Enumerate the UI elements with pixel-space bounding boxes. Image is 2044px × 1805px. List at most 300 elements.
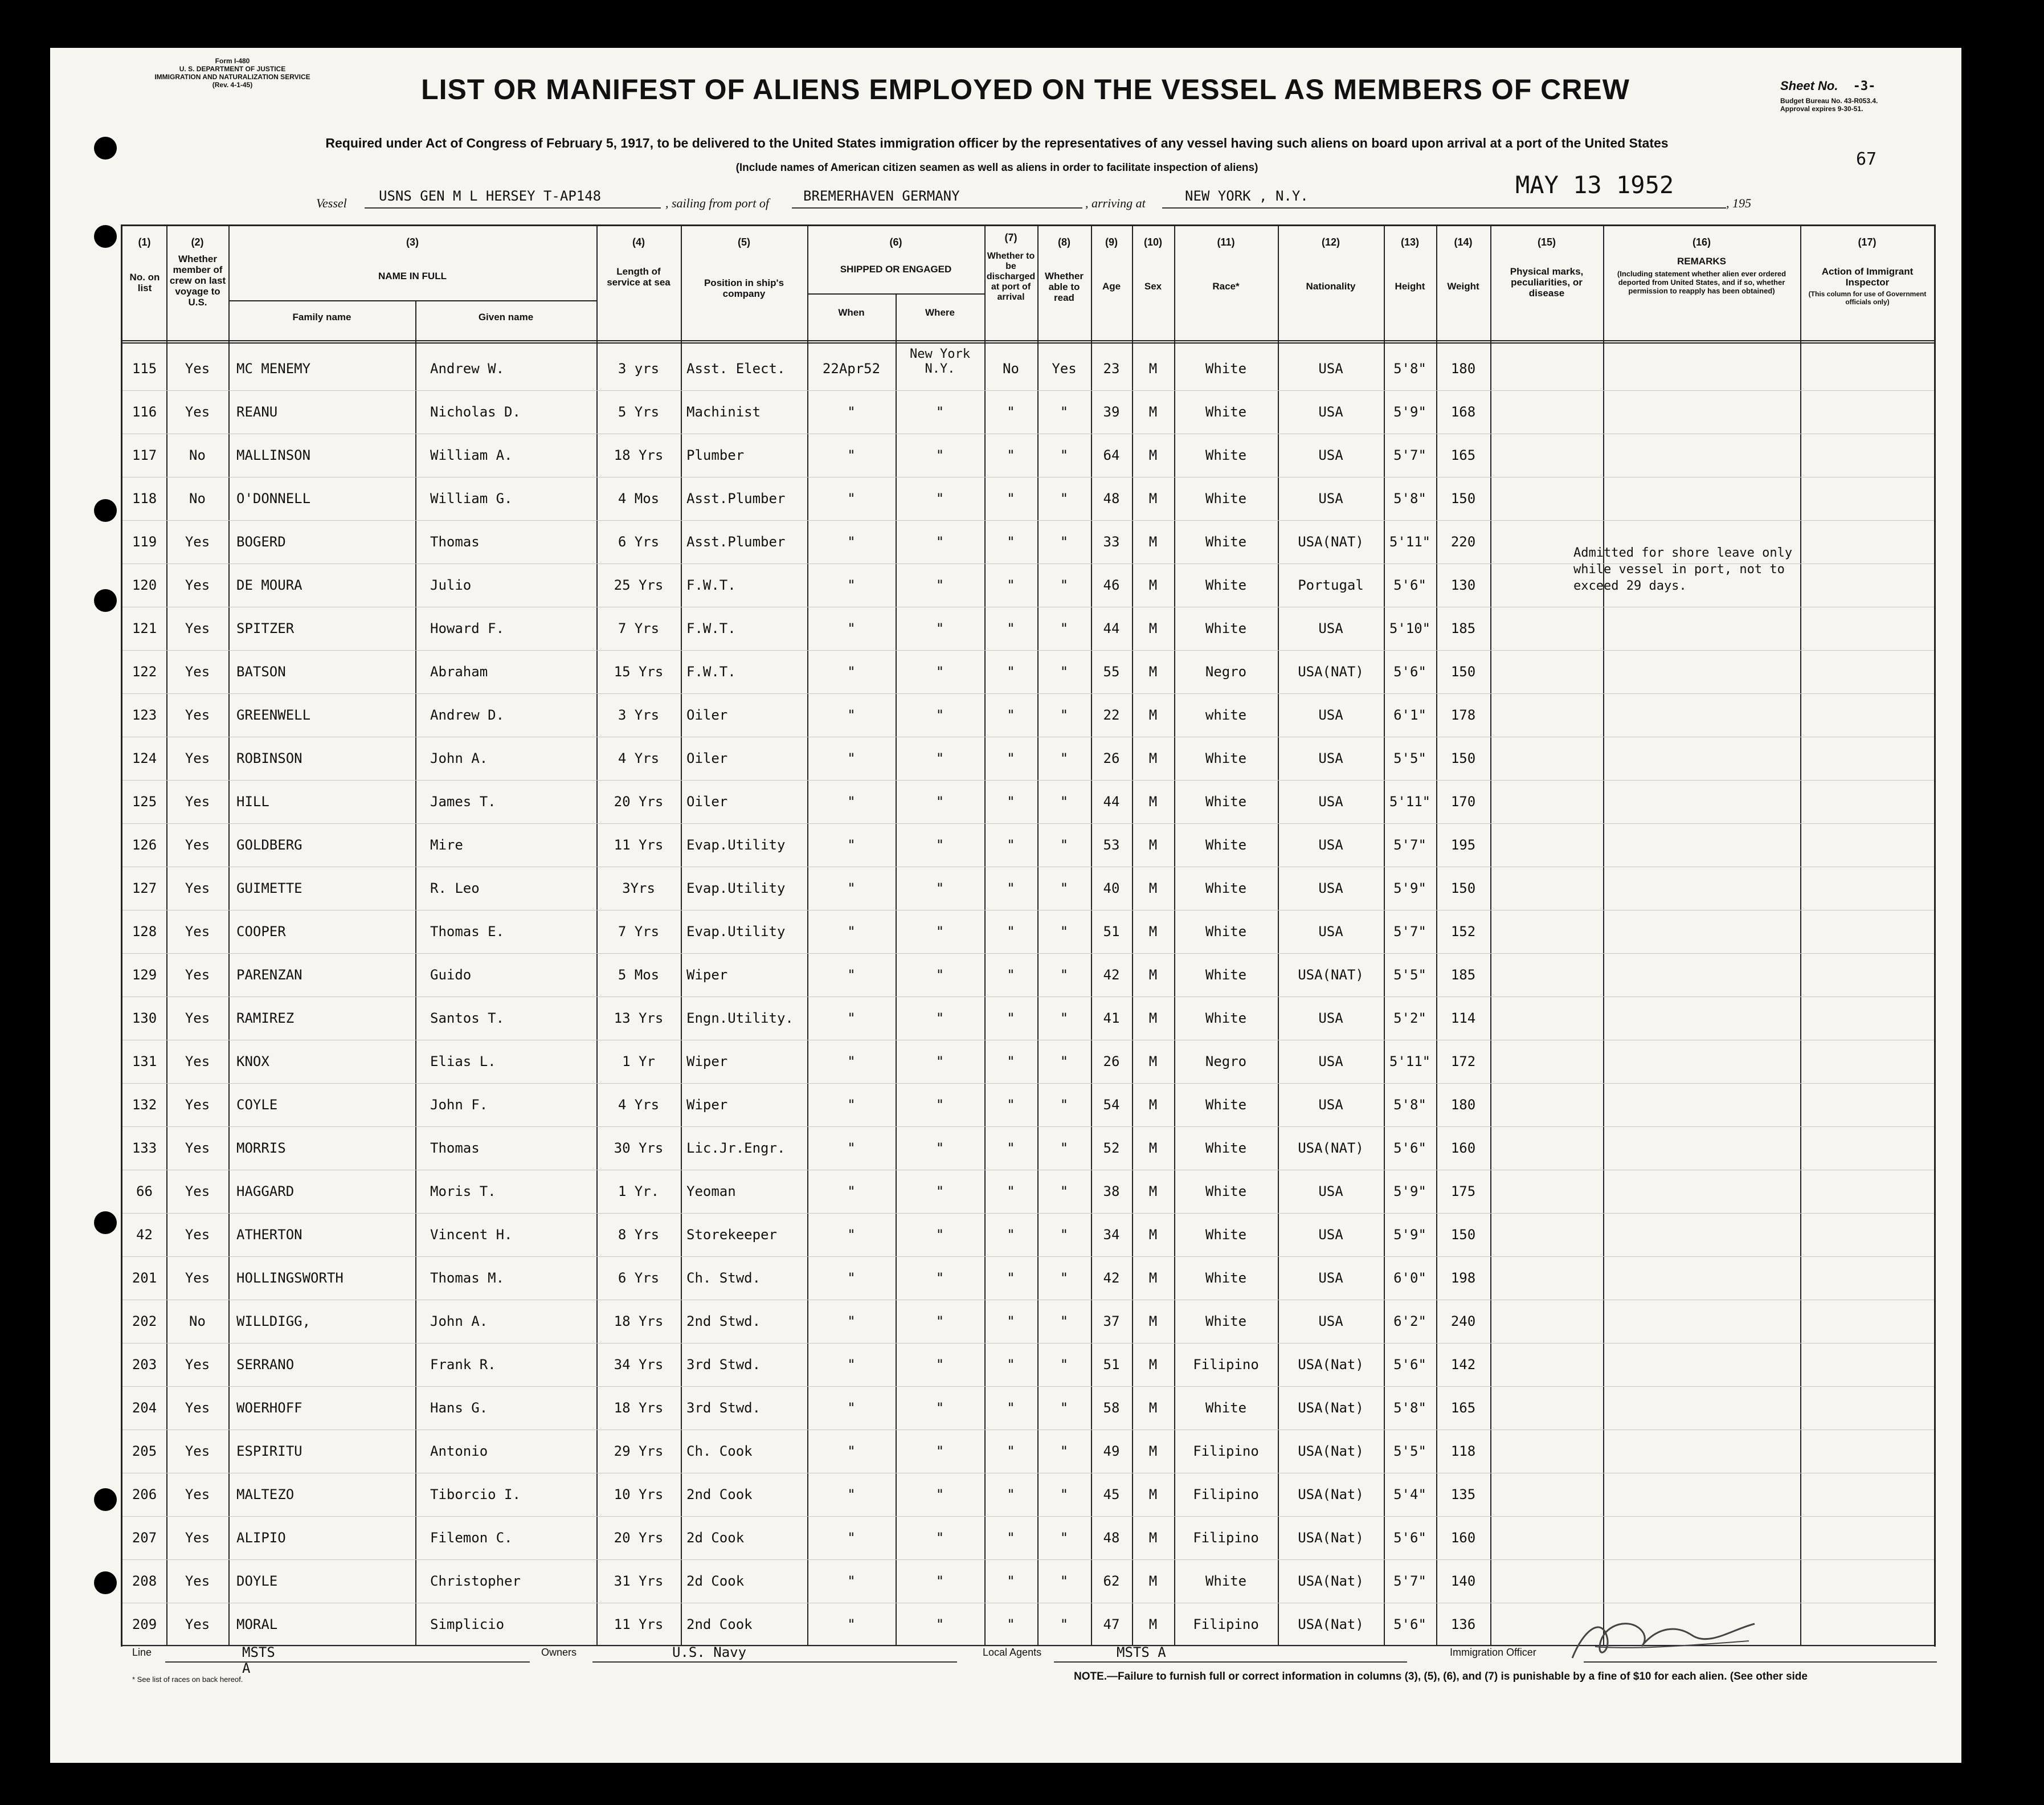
cell-race: White bbox=[1205, 1270, 1247, 1286]
cell-family: O'DONNELL bbox=[236, 491, 311, 507]
header-name-divider bbox=[228, 300, 596, 301]
cell-given: John A. bbox=[430, 1313, 488, 1329]
cell-member: Yes bbox=[185, 1487, 210, 1502]
arriving-label: , arriving at bbox=[1085, 196, 1146, 210]
cell-age: 54 bbox=[1103, 1097, 1120, 1113]
cell-height: 5'5" bbox=[1393, 967, 1426, 983]
cell-when: " bbox=[847, 447, 856, 463]
cell-position: Evap.Utility bbox=[686, 924, 786, 940]
cell-discharged: " bbox=[1007, 750, 1015, 766]
cell-when: " bbox=[847, 1400, 856, 1416]
cell-no: 208 bbox=[132, 1573, 157, 1589]
cell-sex: M bbox=[1148, 1530, 1158, 1546]
cell-when: " bbox=[847, 1227, 856, 1243]
table-row bbox=[122, 997, 1934, 1040]
cell-when: " bbox=[847, 1053, 856, 1069]
cell-nationality: USA bbox=[1318, 620, 1343, 636]
cell-where: " bbox=[935, 404, 945, 420]
cell-position: Evap.Utility bbox=[686, 880, 786, 896]
cell-family: GOLDBERG bbox=[236, 837, 302, 853]
year-label: , 195 bbox=[1726, 196, 1751, 210]
cell-member: Yes bbox=[185, 1400, 210, 1416]
cell-member: Yes bbox=[185, 1053, 210, 1069]
cell-height: 5'8" bbox=[1393, 491, 1426, 507]
cell-sex: M bbox=[1148, 447, 1158, 463]
cell-nationality: USA bbox=[1318, 1270, 1343, 1286]
cell-when: " bbox=[847, 707, 856, 723]
cell-where: " bbox=[935, 1270, 945, 1286]
cell-weight: 198 bbox=[1450, 1270, 1476, 1286]
officer-underline bbox=[1584, 1661, 1937, 1663]
cell-no: 201 bbox=[132, 1270, 157, 1286]
cell-member: Yes bbox=[185, 750, 210, 766]
cell-family: PARENZAN bbox=[236, 967, 302, 983]
cell-age: 42 bbox=[1103, 967, 1120, 983]
cell-member: Yes bbox=[185, 1270, 210, 1286]
header-no: No. on list bbox=[129, 272, 160, 293]
cell-no: 119 bbox=[132, 534, 157, 550]
cell-weight: 136 bbox=[1450, 1616, 1476, 1632]
cell-discharged: " bbox=[1007, 1053, 1015, 1069]
cell-member: Yes bbox=[185, 967, 210, 983]
cell-no: 121 bbox=[132, 620, 157, 636]
cell-sex: M bbox=[1148, 534, 1158, 550]
cell-nationality: USA bbox=[1318, 1183, 1343, 1199]
cell-family: WILLDIGG, bbox=[236, 1313, 311, 1329]
col-number: (14) bbox=[1454, 236, 1473, 248]
cell-weight: 170 bbox=[1450, 794, 1476, 810]
cell-sex: M bbox=[1148, 880, 1158, 896]
cell-weight: 165 bbox=[1450, 447, 1476, 463]
cell-nationality: USA bbox=[1318, 1053, 1343, 1069]
header-action: Action of Immigrant Inspector bbox=[1821, 266, 1914, 288]
cell-race: White bbox=[1205, 1140, 1247, 1156]
cell-where: " bbox=[935, 794, 945, 810]
cell-length: 10 Yrs bbox=[614, 1487, 664, 1502]
footer-agents bbox=[983, 1647, 1041, 1669]
header-name: NAME IN FULL bbox=[378, 271, 447, 281]
cell-member: Yes bbox=[185, 577, 210, 593]
cell-no: 125 bbox=[132, 794, 157, 810]
vessel-label: Vessel bbox=[316, 196, 347, 210]
agents-underline bbox=[1054, 1661, 1407, 1663]
cell-length: 15 Yrs bbox=[614, 664, 664, 680]
arriving-underline bbox=[1162, 207, 1726, 209]
cell-member: Yes bbox=[185, 880, 210, 896]
cell-weight: 185 bbox=[1450, 967, 1476, 983]
cell-given: Thomas M. bbox=[430, 1270, 505, 1286]
cell-member: Yes bbox=[185, 1097, 210, 1113]
cell-race: Filipino bbox=[1193, 1443, 1259, 1459]
cell-family: MALTEZO bbox=[236, 1487, 295, 1502]
cell-height: 5'6" bbox=[1393, 1616, 1426, 1632]
header-family: Family name bbox=[292, 312, 351, 322]
cell-weight: 175 bbox=[1450, 1183, 1476, 1199]
cell-nationality: USA bbox=[1318, 1097, 1343, 1113]
cell-height: 5'6" bbox=[1393, 1357, 1426, 1373]
cell-when: " bbox=[847, 1270, 856, 1286]
agents-value: MSTS A bbox=[1117, 1644, 1166, 1660]
col-number: (1) bbox=[138, 236, 151, 248]
cell-member: Yes bbox=[185, 1573, 210, 1589]
col-number: (17) bbox=[1858, 236, 1877, 248]
cell-no: 202 bbox=[132, 1313, 157, 1329]
cell-member: Yes bbox=[185, 664, 210, 680]
owners-underline bbox=[592, 1661, 957, 1663]
cell-discharged: " bbox=[1007, 837, 1015, 853]
cell-member: Yes bbox=[185, 534, 210, 550]
cell-read: " bbox=[1060, 404, 1069, 420]
cell-member: Yes bbox=[185, 707, 210, 723]
cell-given: R. Leo bbox=[430, 880, 480, 896]
cell-member: Yes bbox=[185, 361, 210, 377]
punch-hole bbox=[94, 1488, 117, 1511]
col-number: (11) bbox=[1217, 236, 1235, 248]
cell-read: " bbox=[1060, 577, 1069, 593]
cell-where: " bbox=[935, 1357, 945, 1373]
cell-race: White bbox=[1205, 794, 1247, 810]
cell-height: 5'9" bbox=[1393, 1227, 1426, 1243]
cell-sex: M bbox=[1148, 794, 1158, 810]
cell-member: Yes bbox=[185, 1227, 210, 1243]
cell-length: 7 Yrs bbox=[618, 620, 660, 636]
sheet-label: Sheet No. bbox=[1780, 79, 1838, 93]
cell-nationality: USA(NAT) bbox=[1298, 534, 1364, 550]
cell-given: Andrew W. bbox=[430, 361, 505, 377]
cell-nationality: Portugal bbox=[1298, 577, 1364, 593]
cell-race: White bbox=[1205, 620, 1247, 636]
form-dept: U. S. DEPARTMENT OF JUSTICE bbox=[179, 65, 286, 73]
col-number: (7) bbox=[1004, 232, 1017, 243]
cell-family: DOYLE bbox=[236, 1573, 278, 1589]
col-number: (2) bbox=[191, 236, 204, 248]
cell-sex: M bbox=[1148, 1616, 1158, 1632]
cell-height: 5'11" bbox=[1389, 794, 1431, 810]
cell-position: Oiler bbox=[686, 707, 728, 723]
cell-no: 126 bbox=[132, 837, 157, 853]
cell-member: Yes bbox=[185, 1357, 210, 1373]
cell-sex: M bbox=[1148, 1270, 1158, 1286]
cell-race: White bbox=[1205, 404, 1247, 420]
cell-length: 3 Yrs bbox=[618, 707, 660, 723]
header-when: When bbox=[838, 307, 865, 318]
header-member: Whether member of crew on last voyage to U.S. bbox=[169, 254, 226, 308]
cell-discharged: " bbox=[1007, 967, 1015, 983]
table-row bbox=[122, 434, 1934, 477]
cell-where: " bbox=[935, 880, 945, 896]
table-row bbox=[122, 1516, 1934, 1560]
cell-position: Asst.Plumber bbox=[686, 491, 786, 507]
cell-where: " bbox=[935, 967, 945, 983]
table-row bbox=[122, 1473, 1934, 1517]
officer-label: Immigration Officer bbox=[1450, 1647, 1536, 1658]
cell-age: 26 bbox=[1103, 750, 1120, 766]
cell-family: COYLE bbox=[236, 1097, 278, 1113]
cell-age: 53 bbox=[1103, 837, 1120, 853]
header-where: Where bbox=[925, 307, 955, 318]
cell-height: 5'7" bbox=[1393, 924, 1426, 940]
cell-read: " bbox=[1060, 967, 1069, 983]
cell-length: 4 Yrs bbox=[618, 750, 660, 766]
header-remarks: REMARKS bbox=[1677, 256, 1726, 267]
table-row bbox=[122, 1083, 1934, 1127]
cell-read: " bbox=[1060, 1573, 1069, 1589]
cell-weight: 114 bbox=[1450, 1010, 1476, 1026]
officer-signature bbox=[1561, 1607, 1777, 1669]
cell-no: 133 bbox=[132, 1140, 157, 1156]
cell-discharged: " bbox=[1007, 404, 1015, 420]
cell-family: WOERHOFF bbox=[236, 1400, 302, 1416]
cell-family: ATHERTON bbox=[236, 1227, 302, 1243]
cell-given: Andrew D. bbox=[430, 707, 505, 723]
cell-given: Elias L. bbox=[430, 1053, 496, 1069]
cell-height: 5'5" bbox=[1393, 1443, 1426, 1459]
cell-age: 64 bbox=[1103, 447, 1120, 463]
cell-when: " bbox=[847, 491, 856, 507]
cell-discharged: " bbox=[1007, 1573, 1015, 1589]
cell-discharged: " bbox=[1007, 1227, 1015, 1243]
header-action-note: (This column for use of Government officials only) bbox=[1808, 290, 1927, 306]
cell-where: " bbox=[935, 924, 945, 940]
cell-nationality: USA(Nat) bbox=[1298, 1443, 1364, 1459]
cell-length: 18 Yrs bbox=[614, 1400, 664, 1416]
cell-sex: M bbox=[1148, 1183, 1158, 1199]
col-number: (4) bbox=[632, 236, 645, 248]
cell-position: 3rd Stwd. bbox=[686, 1400, 761, 1416]
cell-length: 1 Yr bbox=[622, 1053, 655, 1069]
cell-sex: M bbox=[1148, 1227, 1158, 1243]
cell-sex: M bbox=[1148, 924, 1158, 940]
cell-nationality: USA bbox=[1318, 404, 1343, 420]
owners-label: Owners bbox=[541, 1647, 577, 1658]
cell-nationality: USA(Nat) bbox=[1298, 1357, 1364, 1373]
sailing-value: BREMERHAVEN GERMANY bbox=[803, 188, 960, 204]
cell-height: 5'10" bbox=[1389, 620, 1431, 636]
cell-length: 29 Yrs bbox=[614, 1443, 664, 1459]
table-row bbox=[122, 910, 1934, 954]
punch-hole bbox=[94, 225, 117, 248]
cell-length: 1 Yr. bbox=[618, 1183, 660, 1199]
cell-length: 13 Yrs bbox=[614, 1010, 664, 1026]
cell-read: " bbox=[1060, 534, 1069, 550]
cell-height: 5'8" bbox=[1393, 1400, 1426, 1416]
cell-length: 3 yrs bbox=[618, 361, 660, 377]
cell-discharged: " bbox=[1007, 1010, 1015, 1026]
cell-age: 51 bbox=[1103, 1357, 1120, 1373]
cell-weight: 118 bbox=[1450, 1443, 1476, 1459]
cell-family: GREENWELL bbox=[236, 707, 311, 723]
cell-weight: 160 bbox=[1450, 1140, 1476, 1156]
cell-given: William A. bbox=[430, 447, 513, 463]
cell-height: 5'11" bbox=[1389, 534, 1431, 550]
cell-weight: 150 bbox=[1450, 880, 1476, 896]
cell-member: Yes bbox=[185, 1183, 210, 1199]
cell-race: Filipino bbox=[1193, 1487, 1259, 1502]
cell-race: Negro bbox=[1205, 664, 1247, 680]
cell-given: Howard F. bbox=[430, 620, 505, 636]
cell-nationality: USA bbox=[1318, 837, 1343, 853]
cell-read: " bbox=[1060, 447, 1069, 463]
cell-race: Filipino bbox=[1193, 1530, 1259, 1546]
cell-height: 5'9" bbox=[1393, 880, 1426, 896]
col-number: (9) bbox=[1105, 236, 1118, 248]
budget-line2: Approval expires 9-30-51. bbox=[1780, 105, 1863, 113]
cell-no: 204 bbox=[132, 1400, 157, 1416]
cell-sex: M bbox=[1148, 1357, 1158, 1373]
cell-height: 6'1" bbox=[1393, 707, 1426, 723]
cell-no: 129 bbox=[132, 967, 157, 983]
cell-age: 26 bbox=[1103, 1053, 1120, 1069]
cell-when: " bbox=[847, 837, 856, 853]
cell-when: " bbox=[847, 664, 856, 680]
cell-when: " bbox=[847, 1530, 856, 1546]
header-position: Position in ship's company bbox=[704, 277, 784, 299]
cell-position: F.W.T. bbox=[686, 577, 736, 593]
col-number: (13) bbox=[1400, 236, 1419, 248]
header-nationality: Nationality bbox=[1306, 281, 1356, 292]
cell-position: Wiper bbox=[686, 967, 728, 983]
cell-position: Lic.Jr.Engr. bbox=[686, 1140, 786, 1156]
table-row bbox=[122, 823, 1934, 867]
cell-discharged: No bbox=[1003, 361, 1019, 377]
cell-height: 5'6" bbox=[1393, 577, 1426, 593]
cell-read: " bbox=[1060, 924, 1069, 940]
cell-family: ALIPIO bbox=[236, 1530, 286, 1546]
cell-nationality: USA(Nat) bbox=[1298, 1616, 1364, 1632]
cell-given: John F. bbox=[430, 1097, 488, 1113]
cell-read: " bbox=[1060, 1616, 1069, 1632]
cell-when: " bbox=[847, 1616, 856, 1632]
cell-read: " bbox=[1060, 491, 1069, 507]
cell-when: " bbox=[847, 1357, 856, 1373]
owners-value: U.S. Navy bbox=[672, 1644, 747, 1660]
punch-hole bbox=[94, 137, 117, 160]
cell-position: Storekeeper bbox=[686, 1227, 777, 1243]
form-number: Form I-480 bbox=[215, 57, 250, 65]
cell-age: 42 bbox=[1103, 1270, 1120, 1286]
cell-weight: 165 bbox=[1450, 1400, 1476, 1416]
cell-sex: M bbox=[1148, 620, 1158, 636]
cell-weight: 180 bbox=[1450, 1097, 1476, 1113]
cell-where: " bbox=[935, 534, 945, 550]
cell-race: White bbox=[1205, 1227, 1247, 1243]
cell-length: 20 Yrs bbox=[614, 1530, 664, 1546]
cell-position: Wiper bbox=[686, 1053, 728, 1069]
cell-sex: M bbox=[1148, 1313, 1158, 1329]
cell-position: 3rd Stwd. bbox=[686, 1357, 761, 1373]
crew-table bbox=[121, 224, 1936, 1647]
cell-nationality: USA bbox=[1318, 1010, 1343, 1026]
cell-where: " bbox=[935, 491, 945, 507]
cell-sex: M bbox=[1148, 404, 1158, 420]
cell-nationality: USA(Nat) bbox=[1298, 1573, 1364, 1589]
cell-where: " bbox=[935, 577, 945, 593]
cell-race: White bbox=[1205, 1010, 1247, 1026]
table-row bbox=[122, 1430, 1934, 1473]
page-title: LIST OR MANIFEST OF ALIENS EMPLOYED ON THE VESSEL AS MEMBERS OF CREW bbox=[421, 73, 1630, 105]
cell-length: 20 Yrs bbox=[614, 794, 664, 810]
sheet-value: -3- bbox=[1853, 79, 1876, 93]
cell-read: " bbox=[1060, 1400, 1069, 1416]
cell-read: " bbox=[1060, 880, 1069, 896]
cell-discharged: " bbox=[1007, 1140, 1015, 1156]
cell-length: 5 Yrs bbox=[618, 404, 660, 420]
cell-weight: 195 bbox=[1450, 837, 1476, 853]
cell-given: Abraham bbox=[430, 664, 488, 680]
header-remarks-note: (Including statement whether alien ever ordered deported from United States, and if so, whether permission to reapply has been obtained) bbox=[1617, 269, 1787, 295]
cell-race: White bbox=[1205, 1183, 1247, 1199]
budget-info bbox=[1780, 97, 1928, 113]
cell-read: " bbox=[1060, 664, 1069, 680]
cell-family: HILL bbox=[236, 794, 269, 810]
cell-height: 5'9" bbox=[1393, 404, 1426, 420]
cell-position: F.W.T. bbox=[686, 620, 736, 636]
cell-given: Tiborcio I. bbox=[430, 1487, 521, 1502]
cell-sex: M bbox=[1148, 1443, 1158, 1459]
cell-position: Plumber bbox=[686, 447, 745, 463]
cell-length: 30 Yrs bbox=[614, 1140, 664, 1156]
punch-hole bbox=[94, 499, 117, 522]
table-row bbox=[122, 347, 1934, 391]
cell-age: 41 bbox=[1103, 1010, 1120, 1026]
cell-given: Frank R. bbox=[430, 1357, 496, 1373]
line-underline bbox=[165, 1661, 530, 1663]
footer-officer bbox=[1450, 1647, 1536, 1669]
cell-age: 48 bbox=[1103, 491, 1120, 507]
cell-weight: 168 bbox=[1450, 404, 1476, 420]
cell-family: MC MENEMY bbox=[236, 361, 311, 377]
cell-given: Thomas bbox=[430, 534, 480, 550]
cell-length: 6 Yrs bbox=[618, 534, 660, 550]
cell-height: 5'9" bbox=[1393, 1183, 1426, 1199]
cell-family: GUIMETTE bbox=[236, 880, 302, 896]
cell-family: MORAL bbox=[236, 1616, 278, 1632]
cell-position: 2nd Cook bbox=[686, 1487, 753, 1502]
cell-where: " bbox=[935, 1227, 945, 1243]
table-row bbox=[122, 390, 1934, 434]
cell-nationality: USA bbox=[1318, 924, 1343, 940]
cell-given: Moris T. bbox=[430, 1183, 496, 1199]
cell-race: White bbox=[1205, 1313, 1247, 1329]
cell-when: " bbox=[847, 1487, 856, 1502]
cell-nationality: USA(Nat) bbox=[1298, 1530, 1364, 1546]
cell-race: White bbox=[1205, 447, 1247, 463]
cell-read: " bbox=[1060, 1270, 1069, 1286]
col-number: (8) bbox=[1058, 236, 1070, 248]
cell-discharged: " bbox=[1007, 1183, 1015, 1199]
cell-when: " bbox=[847, 1010, 856, 1026]
remark-line3: exceed 29 days. bbox=[1573, 579, 1687, 593]
cell-no: 127 bbox=[132, 880, 157, 896]
cell-when: " bbox=[847, 1313, 856, 1329]
cell-age: 48 bbox=[1103, 1530, 1120, 1546]
arriving-value: NEW YORK , N.Y. bbox=[1185, 188, 1309, 204]
cell-height: 6'2" bbox=[1393, 1313, 1426, 1329]
cell-race: White bbox=[1205, 577, 1247, 593]
cell-sex: M bbox=[1148, 1400, 1158, 1416]
cell-no: 122 bbox=[132, 664, 157, 680]
table-row bbox=[122, 477, 1934, 521]
cell-race: Filipino bbox=[1193, 1616, 1259, 1632]
cell-discharged: " bbox=[1007, 1487, 1015, 1502]
cell-family: HOLLINGSWORTH bbox=[236, 1270, 344, 1286]
cell-age: 47 bbox=[1103, 1616, 1120, 1632]
footnote: * See list of races on back hereof. bbox=[132, 1675, 243, 1684]
cell-sex: M bbox=[1148, 837, 1158, 853]
cell-weight: 150 bbox=[1450, 491, 1476, 507]
cell-height: 5'6" bbox=[1393, 1530, 1426, 1546]
cell-no: 206 bbox=[132, 1487, 157, 1502]
